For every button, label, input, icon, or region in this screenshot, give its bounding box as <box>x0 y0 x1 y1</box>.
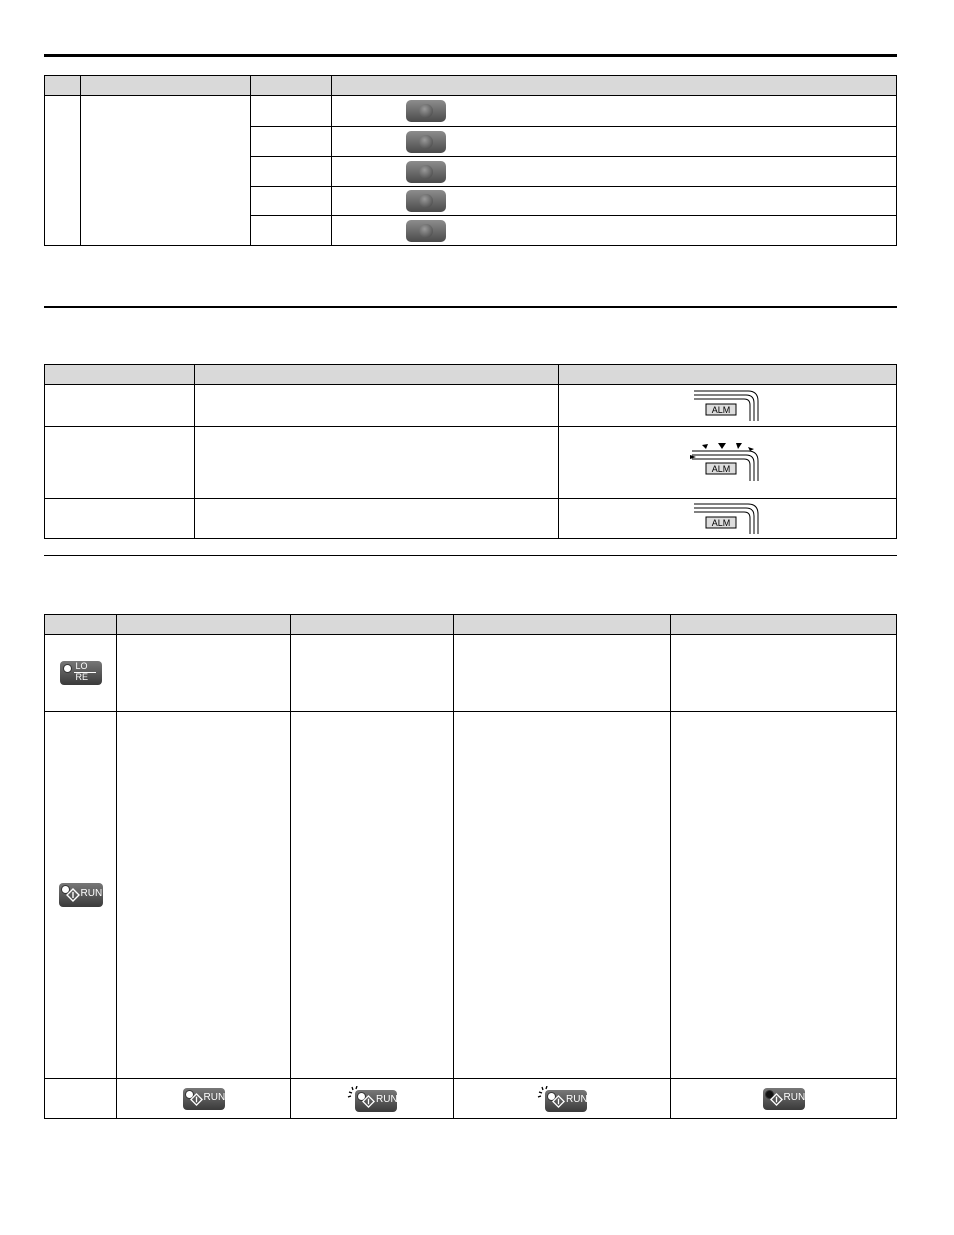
run-diamond-icon <box>362 1095 375 1108</box>
table-row <box>45 499 897 539</box>
alm-label: ALM <box>711 464 730 474</box>
table-row <box>45 96 897 127</box>
key-button-icon <box>406 161 446 183</box>
table-header-row <box>45 76 897 96</box>
alm-label: ALM <box>711 405 730 415</box>
run-key-flashing-icon: RUN <box>355 1090 397 1112</box>
table-header-row <box>45 365 897 385</box>
run-key-icon: RUN <box>59 883 103 907</box>
section-rule <box>44 306 897 308</box>
table-row <box>45 1079 897 1119</box>
run-diamond-icon <box>552 1095 565 1108</box>
table-row <box>45 635 897 712</box>
indicator-table <box>44 75 897 246</box>
alm-indicator-flashing-icon <box>688 441 768 481</box>
run-key-off-icon: RUN <box>763 1088 805 1110</box>
run-diamond-icon <box>770 1093 783 1106</box>
key-button-icon <box>406 131 446 153</box>
header-rule <box>44 54 897 57</box>
table-row <box>45 385 897 427</box>
section-rule-thin <box>44 555 897 556</box>
run-diamond-icon <box>66 888 80 902</box>
key-button-icon <box>406 220 446 242</box>
key-table <box>44 614 897 1119</box>
run-diamond-icon <box>190 1093 203 1106</box>
led-icon <box>63 664 72 673</box>
table-row <box>45 712 897 1079</box>
alm-table <box>44 364 897 539</box>
lo-re-key-icon: $\frac{LO}{RE}$ <box>60 661 102 685</box>
alm-indicator-off-icon <box>688 387 768 421</box>
table-header-row <box>45 615 897 635</box>
table-row <box>45 427 897 499</box>
run-key-flashing-icon: RUN <box>545 1090 587 1112</box>
alm-label: ALM <box>711 518 730 528</box>
key-button-icon <box>406 190 446 212</box>
run-key-on-icon: RUN <box>183 1088 225 1110</box>
alm-indicator-on-icon <box>688 500 768 534</box>
key-button-icon <box>406 100 446 122</box>
